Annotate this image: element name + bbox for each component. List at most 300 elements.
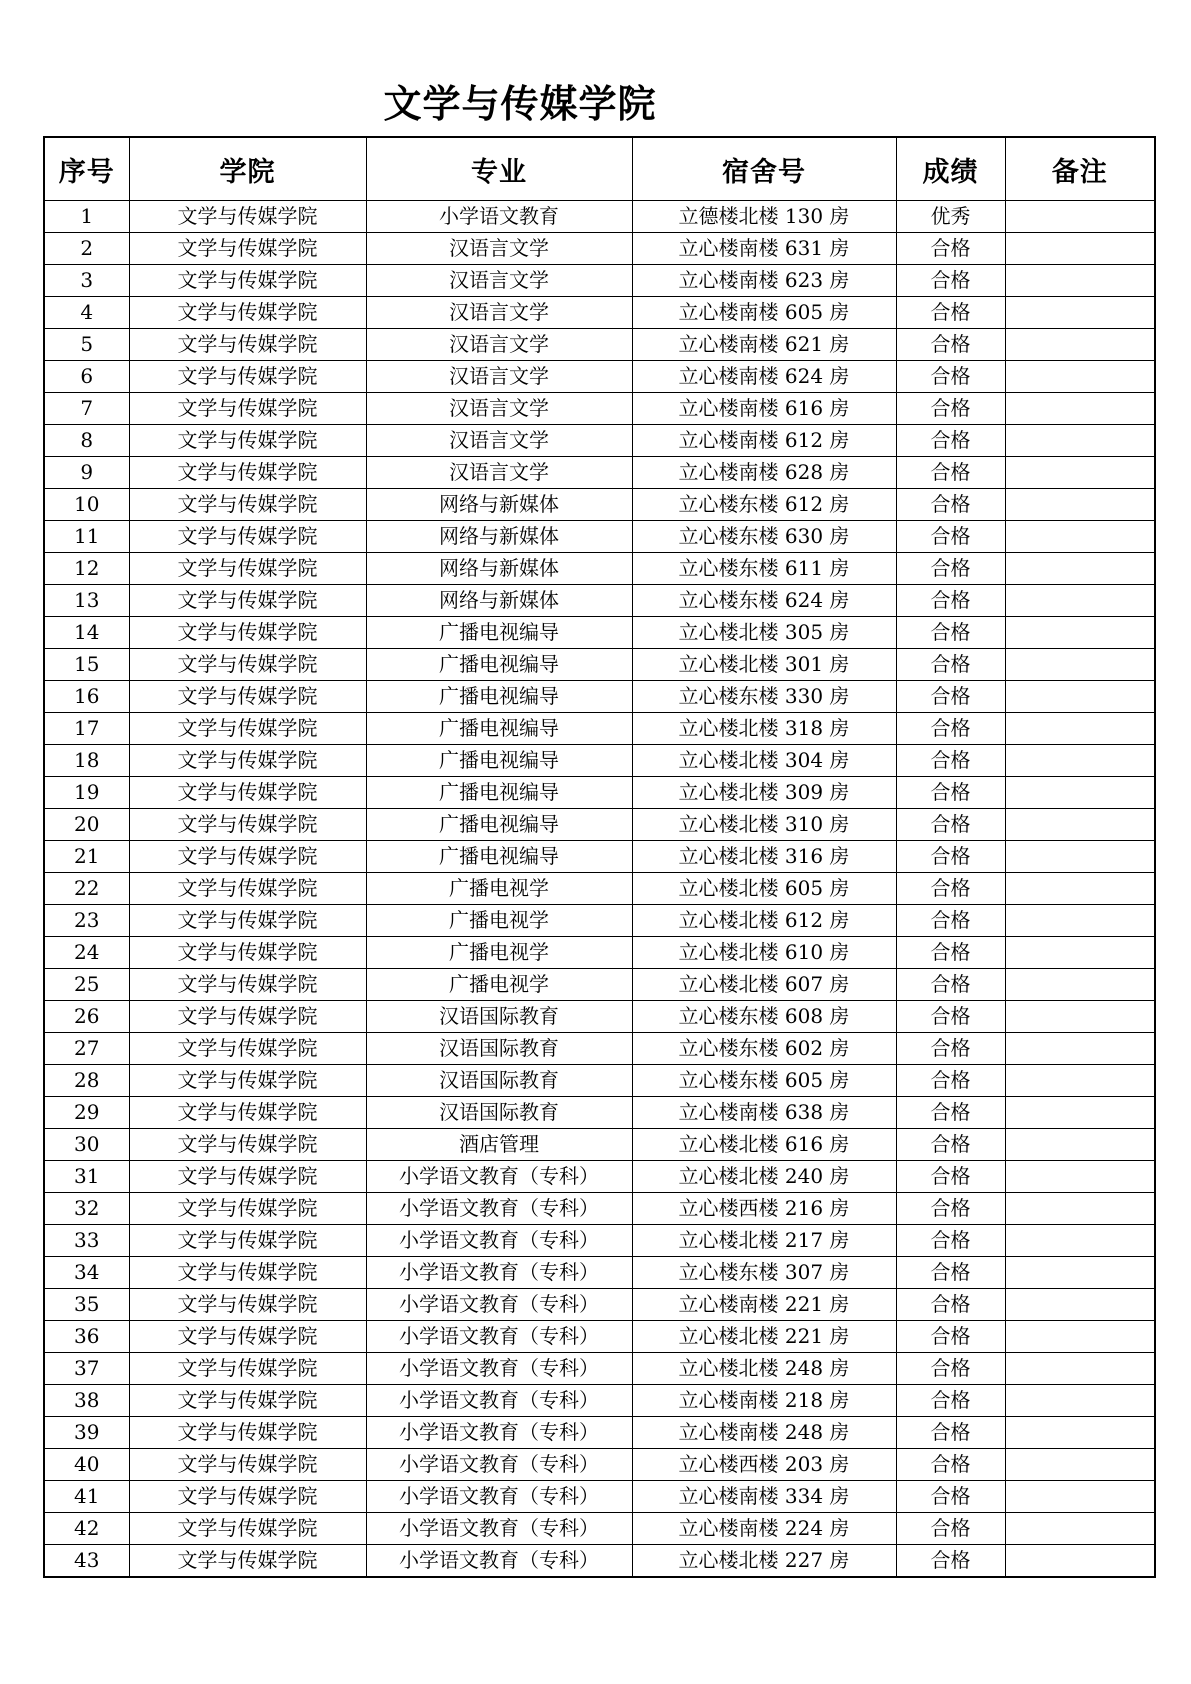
table-row <box>44 1481 1155 1513</box>
cell-serial-number: 12 <box>44 553 129 585</box>
cell-remarks <box>1005 361 1155 393</box>
cell-serial-number: 2 <box>44 233 129 265</box>
cell-remarks <box>1005 1481 1155 1513</box>
table-row <box>44 969 1155 1001</box>
cell-college: 文学与传媒学院 <box>129 425 366 457</box>
cell-major: 小学语文教育（专科） <box>366 1481 632 1513</box>
cell-grade: 合格 <box>896 969 1005 1001</box>
header-college: 学院 <box>129 137 366 201</box>
cell-serial-number: 33 <box>44 1225 129 1257</box>
cell-dorm-number: 立心楼南楼 221 房 <box>632 1289 896 1321</box>
cell-major: 小学语文教育（专科） <box>366 1321 632 1353</box>
cell-college: 文学与传媒学院 <box>129 1289 366 1321</box>
table-row <box>44 937 1155 969</box>
table-row <box>44 1353 1155 1385</box>
table-body <box>44 201 1155 1578</box>
cell-serial-number: 42 <box>44 1513 129 1545</box>
cell-major: 小学语文教育 <box>366 201 632 233</box>
cell-major: 酒店管理 <box>366 1129 632 1161</box>
table-row <box>44 521 1155 553</box>
cell-dorm-number: 立心楼北楼 240 房 <box>632 1161 896 1193</box>
cell-college: 文学与传媒学院 <box>129 297 366 329</box>
cell-college: 文学与传媒学院 <box>129 777 366 809</box>
cell-college: 文学与传媒学院 <box>129 457 366 489</box>
cell-remarks <box>1005 1289 1155 1321</box>
cell-college: 文学与传媒学院 <box>129 873 366 905</box>
cell-grade: 合格 <box>896 905 1005 937</box>
cell-major: 广播电视编导 <box>366 713 632 745</box>
cell-serial-number: 6 <box>44 361 129 393</box>
cell-college: 文学与传媒学院 <box>129 969 366 1001</box>
cell-major: 汉语国际教育 <box>366 1065 632 1097</box>
cell-dorm-number: 立心楼东楼 602 房 <box>632 1033 896 1065</box>
cell-grade: 合格 <box>896 489 1005 521</box>
cell-dorm-number: 立心楼北楼 612 房 <box>632 905 896 937</box>
table-header-row <box>44 137 1155 201</box>
cell-dorm-number: 立心楼北楼 318 房 <box>632 713 896 745</box>
cell-grade: 合格 <box>896 1033 1005 1065</box>
cell-grade: 优秀 <box>896 201 1005 233</box>
table-row <box>44 1289 1155 1321</box>
cell-major: 广播电视学 <box>366 937 632 969</box>
cell-dorm-number: 立心楼南楼 638 房 <box>632 1097 896 1129</box>
cell-college: 文学与传媒学院 <box>129 1353 366 1385</box>
cell-serial-number: 23 <box>44 905 129 937</box>
cell-dorm-number: 立心楼南楼 218 房 <box>632 1385 896 1417</box>
cell-dorm-number: 立心楼北楼 305 房 <box>632 617 896 649</box>
cell-grade: 合格 <box>896 1225 1005 1257</box>
table-row <box>44 297 1155 329</box>
cell-dorm-number: 立心楼北楼 605 房 <box>632 873 896 905</box>
cell-serial-number: 35 <box>44 1289 129 1321</box>
cell-serial-number: 36 <box>44 1321 129 1353</box>
cell-major: 网络与新媒体 <box>366 489 632 521</box>
cell-dorm-number: 立心楼北楼 304 房 <box>632 745 896 777</box>
cell-major: 广播电视编导 <box>366 777 632 809</box>
cell-grade: 合格 <box>896 329 1005 361</box>
table-row <box>44 1097 1155 1129</box>
cell-college: 文学与传媒学院 <box>129 1001 366 1033</box>
table-row <box>44 425 1155 457</box>
cell-remarks <box>1005 873 1155 905</box>
cell-college: 文学与传媒学院 <box>129 1449 366 1481</box>
cell-serial-number: 34 <box>44 1257 129 1289</box>
cell-serial-number: 7 <box>44 393 129 425</box>
cell-grade: 合格 <box>896 585 1005 617</box>
table-row <box>44 1449 1155 1481</box>
cell-major: 汉语言文学 <box>366 297 632 329</box>
cell-remarks <box>1005 617 1155 649</box>
cell-serial-number: 10 <box>44 489 129 521</box>
cell-college: 文学与传媒学院 <box>129 233 366 265</box>
cell-college: 文学与传媒学院 <box>129 1321 366 1353</box>
cell-dorm-number: 立心楼南楼 334 房 <box>632 1481 896 1513</box>
cell-remarks <box>1005 457 1155 489</box>
cell-major: 广播电视编导 <box>366 841 632 873</box>
cell-grade: 合格 <box>896 457 1005 489</box>
cell-serial-number: 30 <box>44 1129 129 1161</box>
cell-major: 汉语言文学 <box>366 457 632 489</box>
table-row <box>44 1129 1155 1161</box>
cell-dorm-number: 立心楼北楼 301 房 <box>632 649 896 681</box>
cell-serial-number: 38 <box>44 1385 129 1417</box>
cell-major: 小学语文教育（专科） <box>366 1193 632 1225</box>
cell-serial-number: 27 <box>44 1033 129 1065</box>
cell-college: 文学与传媒学院 <box>129 1161 366 1193</box>
cell-grade: 合格 <box>896 1257 1005 1289</box>
cell-serial-number: 4 <box>44 297 129 329</box>
cell-major: 广播电视编导 <box>366 809 632 841</box>
cell-grade: 合格 <box>896 521 1005 553</box>
table-row <box>44 393 1155 425</box>
cell-serial-number: 26 <box>44 1001 129 1033</box>
cell-major: 汉语言文学 <box>366 425 632 457</box>
cell-grade: 合格 <box>896 233 1005 265</box>
cell-grade: 合格 <box>896 713 1005 745</box>
cell-dorm-number: 立心楼南楼 224 房 <box>632 1513 896 1545</box>
cell-remarks <box>1005 1545 1155 1578</box>
cell-remarks <box>1005 489 1155 521</box>
cell-major: 汉语言文学 <box>366 233 632 265</box>
cell-college: 文学与传媒学院 <box>129 1065 366 1097</box>
cell-dorm-number: 立心楼东楼 307 房 <box>632 1257 896 1289</box>
cell-grade: 合格 <box>896 393 1005 425</box>
cell-grade: 合格 <box>896 745 1005 777</box>
table-row <box>44 617 1155 649</box>
cell-grade: 合格 <box>896 297 1005 329</box>
cell-grade: 合格 <box>896 1097 1005 1129</box>
cell-serial-number: 20 <box>44 809 129 841</box>
cell-grade: 合格 <box>896 1321 1005 1353</box>
cell-remarks <box>1005 1097 1155 1129</box>
cell-serial-number: 21 <box>44 841 129 873</box>
cell-serial-number: 41 <box>44 1481 129 1513</box>
cell-grade: 合格 <box>896 617 1005 649</box>
cell-serial-number: 3 <box>44 265 129 297</box>
cell-college: 文学与传媒学院 <box>129 1097 366 1129</box>
cell-dorm-number: 立心楼北楼 221 房 <box>632 1321 896 1353</box>
cell-serial-number: 11 <box>44 521 129 553</box>
table-row <box>44 1001 1155 1033</box>
cell-serial-number: 29 <box>44 1097 129 1129</box>
cell-remarks <box>1005 969 1155 1001</box>
cell-grade: 合格 <box>896 1417 1005 1449</box>
cell-college: 文学与传媒学院 <box>129 553 366 585</box>
header-major: 专业 <box>366 137 632 201</box>
cell-major: 汉语国际教育 <box>366 1033 632 1065</box>
cell-college: 文学与传媒学院 <box>129 1257 366 1289</box>
cell-serial-number: 25 <box>44 969 129 1001</box>
table-row <box>44 1193 1155 1225</box>
cell-dorm-number: 立心楼南楼 631 房 <box>632 233 896 265</box>
cell-serial-number: 28 <box>44 1065 129 1097</box>
table-row <box>44 1513 1155 1545</box>
cell-grade: 合格 <box>896 1065 1005 1097</box>
cell-serial-number: 8 <box>44 425 129 457</box>
header-remarks: 备注 <box>1005 137 1155 201</box>
table-row <box>44 1257 1155 1289</box>
cell-remarks <box>1005 553 1155 585</box>
cell-grade: 合格 <box>896 841 1005 873</box>
cell-dorm-number: 立心楼东楼 605 房 <box>632 1065 896 1097</box>
cell-grade: 合格 <box>896 265 1005 297</box>
cell-serial-number: 14 <box>44 617 129 649</box>
table-row <box>44 553 1155 585</box>
table-row <box>44 809 1155 841</box>
cell-remarks <box>1005 1257 1155 1289</box>
cell-college: 文学与传媒学院 <box>129 713 366 745</box>
cell-college: 文学与传媒学院 <box>129 393 366 425</box>
cell-major: 小学语文教育（专科） <box>366 1513 632 1545</box>
cell-college: 文学与传媒学院 <box>129 905 366 937</box>
cell-remarks <box>1005 1385 1155 1417</box>
table-row <box>44 361 1155 393</box>
cell-dorm-number: 立心楼南楼 624 房 <box>632 361 896 393</box>
cell-remarks <box>1005 425 1155 457</box>
cell-grade: 合格 <box>896 1353 1005 1385</box>
cell-major: 小学语文教育（专科） <box>366 1417 632 1449</box>
cell-grade: 合格 <box>896 873 1005 905</box>
table-row <box>44 1385 1155 1417</box>
cell-dorm-number: 立心楼东楼 630 房 <box>632 521 896 553</box>
cell-grade: 合格 <box>896 1513 1005 1545</box>
cell-remarks <box>1005 201 1155 233</box>
table-row <box>44 841 1155 873</box>
cell-grade: 合格 <box>896 649 1005 681</box>
roster-table <box>43 136 1156 1578</box>
cell-dorm-number: 立心楼东楼 330 房 <box>632 681 896 713</box>
cell-dorm-number: 立心楼南楼 616 房 <box>632 393 896 425</box>
cell-major: 广播电视学 <box>366 905 632 937</box>
cell-college: 文学与传媒学院 <box>129 745 366 777</box>
cell-grade: 合格 <box>896 777 1005 809</box>
table-row <box>44 1545 1155 1578</box>
header-grade: 成绩 <box>896 137 1005 201</box>
cell-college: 文学与传媒学院 <box>129 585 366 617</box>
cell-remarks <box>1005 1161 1155 1193</box>
cell-grade: 合格 <box>896 681 1005 713</box>
cell-major: 小学语文教育（专科） <box>366 1449 632 1481</box>
table-row <box>44 777 1155 809</box>
cell-dorm-number: 立心楼东楼 608 房 <box>632 1001 896 1033</box>
cell-dorm-number: 立心楼北楼 610 房 <box>632 937 896 969</box>
table-row <box>44 1033 1155 1065</box>
cell-major: 网络与新媒体 <box>366 553 632 585</box>
cell-dorm-number: 立心楼北楼 316 房 <box>632 841 896 873</box>
table-row <box>44 1225 1155 1257</box>
cell-grade: 合格 <box>896 361 1005 393</box>
cell-college: 文学与传媒学院 <box>129 361 366 393</box>
cell-grade: 合格 <box>896 425 1005 457</box>
cell-college: 文学与传媒学院 <box>129 1481 366 1513</box>
cell-major: 汉语言文学 <box>366 329 632 361</box>
table-row <box>44 1161 1155 1193</box>
cell-remarks <box>1005 937 1155 969</box>
cell-serial-number: 15 <box>44 649 129 681</box>
cell-college: 文学与传媒学院 <box>129 1513 366 1545</box>
table-row <box>44 905 1155 937</box>
cell-college: 文学与传媒学院 <box>129 1129 366 1161</box>
cell-dorm-number: 立心楼南楼 248 房 <box>632 1417 896 1449</box>
cell-remarks <box>1005 1353 1155 1385</box>
cell-grade: 合格 <box>896 937 1005 969</box>
table-row <box>44 1065 1155 1097</box>
cell-major: 小学语文教育（专科） <box>366 1353 632 1385</box>
cell-remarks <box>1005 1193 1155 1225</box>
header-dorm-number: 宿舍号 <box>632 137 896 201</box>
cell-college: 文学与传媒学院 <box>129 201 366 233</box>
cell-grade: 合格 <box>896 553 1005 585</box>
cell-serial-number: 40 <box>44 1449 129 1481</box>
table-row <box>44 265 1155 297</box>
cell-college: 文学与传媒学院 <box>129 489 366 521</box>
cell-remarks <box>1005 713 1155 745</box>
table-row <box>44 233 1155 265</box>
cell-college: 文学与传媒学院 <box>129 329 366 361</box>
cell-college: 文学与传媒学院 <box>129 265 366 297</box>
cell-dorm-number: 立心楼北楼 227 房 <box>632 1545 896 1578</box>
cell-serial-number: 13 <box>44 585 129 617</box>
cell-college: 文学与传媒学院 <box>129 1193 366 1225</box>
cell-serial-number: 37 <box>44 1353 129 1385</box>
cell-remarks <box>1005 649 1155 681</box>
cell-dorm-number: 立心楼北楼 607 房 <box>632 969 896 1001</box>
cell-major: 小学语文教育（专科） <box>366 1289 632 1321</box>
cell-dorm-number: 立心楼北楼 616 房 <box>632 1129 896 1161</box>
cell-serial-number: 39 <box>44 1417 129 1449</box>
cell-college: 文学与传媒学院 <box>129 521 366 553</box>
cell-dorm-number: 立心楼北楼 309 房 <box>632 777 896 809</box>
cell-remarks <box>1005 1449 1155 1481</box>
cell-college: 文学与传媒学院 <box>129 841 366 873</box>
cell-dorm-number: 立心楼西楼 216 房 <box>632 1193 896 1225</box>
cell-grade: 合格 <box>896 1545 1005 1578</box>
cell-serial-number: 17 <box>44 713 129 745</box>
table-row <box>44 201 1155 233</box>
cell-serial-number: 9 <box>44 457 129 489</box>
cell-dorm-number: 立心楼东楼 611 房 <box>632 553 896 585</box>
cell-serial-number: 31 <box>44 1161 129 1193</box>
cell-major: 广播电视学 <box>366 969 632 1001</box>
cell-serial-number: 5 <box>44 329 129 361</box>
cell-college: 文学与传媒学院 <box>129 681 366 713</box>
cell-serial-number: 24 <box>44 937 129 969</box>
cell-dorm-number: 立心楼南楼 612 房 <box>632 425 896 457</box>
cell-grade: 合格 <box>896 1481 1005 1513</box>
cell-college: 文学与传媒学院 <box>129 1545 366 1578</box>
cell-college: 文学与传媒学院 <box>129 809 366 841</box>
cell-remarks <box>1005 329 1155 361</box>
cell-major: 汉语言文学 <box>366 265 632 297</box>
cell-college: 文学与传媒学院 <box>129 1225 366 1257</box>
cell-serial-number: 16 <box>44 681 129 713</box>
cell-serial-number: 1 <box>44 201 129 233</box>
table-row <box>44 681 1155 713</box>
cell-major: 网络与新媒体 <box>366 521 632 553</box>
cell-remarks <box>1005 265 1155 297</box>
cell-major: 小学语文教育（专科） <box>366 1257 632 1289</box>
cell-grade: 合格 <box>896 1161 1005 1193</box>
cell-remarks <box>1005 1321 1155 1353</box>
cell-college: 文学与传媒学院 <box>129 937 366 969</box>
cell-remarks <box>1005 297 1155 329</box>
table-row <box>44 489 1155 521</box>
cell-serial-number: 43 <box>44 1545 129 1578</box>
cell-college: 文学与传媒学院 <box>129 1385 366 1417</box>
cell-dorm-number: 立心楼北楼 217 房 <box>632 1225 896 1257</box>
cell-major: 小学语文教育（专科） <box>366 1161 632 1193</box>
cell-remarks <box>1005 809 1155 841</box>
cell-major: 汉语言文学 <box>366 361 632 393</box>
cell-remarks <box>1005 1513 1155 1545</box>
cell-dorm-number: 立心楼东楼 624 房 <box>632 585 896 617</box>
cell-grade: 合格 <box>896 809 1005 841</box>
cell-remarks <box>1005 1033 1155 1065</box>
cell-grade: 合格 <box>896 1193 1005 1225</box>
cell-major: 网络与新媒体 <box>366 585 632 617</box>
cell-major: 广播电视编导 <box>366 649 632 681</box>
cell-remarks <box>1005 1417 1155 1449</box>
cell-dorm-number: 立德楼北楼 130 房 <box>632 201 896 233</box>
cell-college: 文学与传媒学院 <box>129 649 366 681</box>
cell-grade: 合格 <box>896 1001 1005 1033</box>
cell-dorm-number: 立心楼南楼 605 房 <box>632 297 896 329</box>
table-row <box>44 1321 1155 1353</box>
cell-remarks <box>1005 233 1155 265</box>
table-row <box>44 649 1155 681</box>
cell-dorm-number: 立心楼南楼 623 房 <box>632 265 896 297</box>
cell-remarks <box>1005 585 1155 617</box>
table-row <box>44 329 1155 361</box>
cell-grade: 合格 <box>896 1129 1005 1161</box>
cell-dorm-number: 立心楼北楼 310 房 <box>632 809 896 841</box>
cell-grade: 合格 <box>896 1449 1005 1481</box>
cell-dorm-number: 立心楼南楼 628 房 <box>632 457 896 489</box>
cell-dorm-number: 立心楼北楼 248 房 <box>632 1353 896 1385</box>
table-row <box>44 713 1155 745</box>
cell-serial-number: 22 <box>44 873 129 905</box>
cell-serial-number: 19 <box>44 777 129 809</box>
cell-dorm-number: 立心楼西楼 203 房 <box>632 1449 896 1481</box>
cell-college: 文学与传媒学院 <box>129 1417 366 1449</box>
table-row <box>44 585 1155 617</box>
cell-grade: 合格 <box>896 1289 1005 1321</box>
table-row <box>44 457 1155 489</box>
cell-remarks <box>1005 777 1155 809</box>
cell-remarks <box>1005 521 1155 553</box>
cell-college: 文学与传媒学院 <box>129 1033 366 1065</box>
cell-major: 汉语国际教育 <box>366 1097 632 1129</box>
cell-remarks <box>1005 681 1155 713</box>
page-title: 文学与传媒学院 <box>383 82 657 126</box>
cell-remarks <box>1005 841 1155 873</box>
cell-grade: 合格 <box>896 1385 1005 1417</box>
cell-major: 汉语言文学 <box>366 393 632 425</box>
table-row <box>44 745 1155 777</box>
cell-major: 广播电视学 <box>366 873 632 905</box>
cell-remarks <box>1005 1129 1155 1161</box>
cell-major: 小学语文教育（专科） <box>366 1225 632 1257</box>
cell-serial-number: 18 <box>44 745 129 777</box>
cell-remarks <box>1005 393 1155 425</box>
cell-major: 广播电视编导 <box>366 681 632 713</box>
cell-remarks <box>1005 1225 1155 1257</box>
cell-major: 汉语国际教育 <box>366 1001 632 1033</box>
cell-major: 广播电视编导 <box>366 745 632 777</box>
cell-dorm-number: 立心楼东楼 612 房 <box>632 489 896 521</box>
cell-major: 小学语文教育（专科） <box>366 1385 632 1417</box>
cell-college: 文学与传媒学院 <box>129 617 366 649</box>
